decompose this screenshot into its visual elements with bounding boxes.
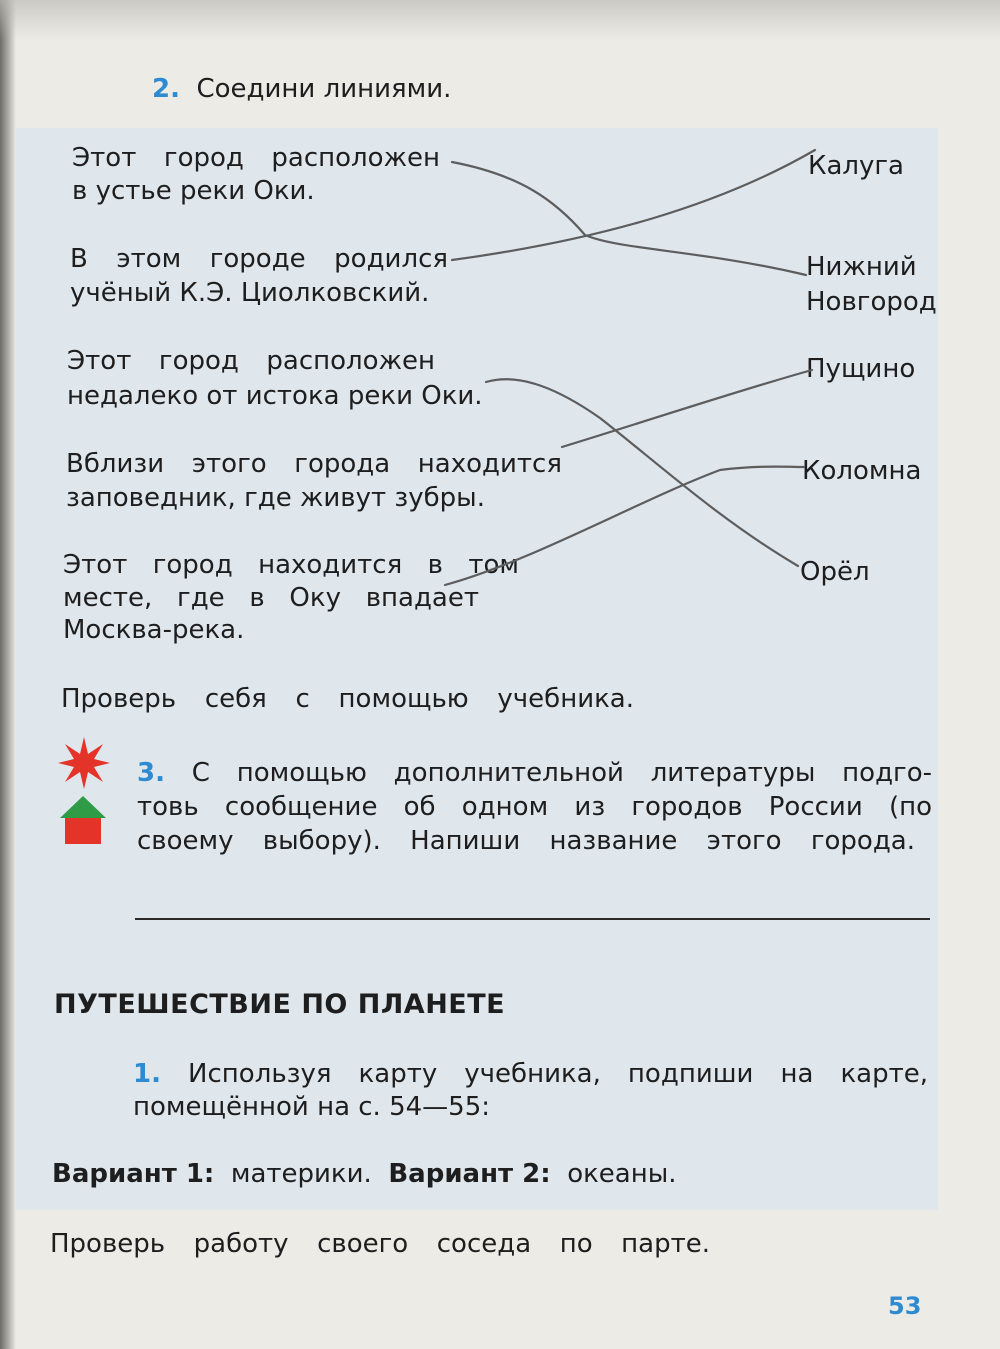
page-top-shade xyxy=(0,0,1000,40)
task2-instruction: Соедини линиями. xyxy=(196,74,452,104)
variant1-label: Вариант 1: xyxy=(52,1159,215,1189)
clue-2-line1: В этом городе родился xyxy=(70,244,448,274)
clue-3-line2: недалеко от истока реки Оки. xyxy=(67,381,483,411)
house-icon xyxy=(60,796,106,846)
task3-line3: своему выбору). Напиши название этого города. xyxy=(137,826,915,856)
task3-line1 xyxy=(137,757,932,790)
section-task1-line1-text: Используя карту учебника, подпиши на карте, xyxy=(188,1059,929,1089)
section-task1-line2: помещённой на с. 54—55: xyxy=(133,1092,491,1122)
page-number: 53 xyxy=(888,1292,922,1320)
clue-2-line2: учёный К.Э. Циолковский. xyxy=(70,278,430,308)
star-icon xyxy=(57,736,111,790)
task3-line1-text: С помощью дополнительной литературы подго- xyxy=(191,758,932,788)
section-task1-number: 1. xyxy=(133,1059,161,1089)
task3-line2: товь сообщение об одном из городов России (по xyxy=(137,792,932,822)
task2-check: Проверь себя с помощью учебника. xyxy=(61,684,634,714)
variants-line xyxy=(52,1158,677,1191)
city-novgorod: Новгород xyxy=(806,287,937,317)
answer-line xyxy=(135,918,930,920)
clue-5-line3: Москва-река. xyxy=(63,615,245,645)
city-pushchino: Пущино xyxy=(806,354,916,384)
clue-4-line2: заповедник, где живут зубры. xyxy=(66,483,485,513)
clue-3-line1: Этот город расположен xyxy=(67,346,435,376)
section-task1-line1 xyxy=(133,1058,928,1091)
task2-number: 2. xyxy=(152,74,180,104)
clue-5-line1: Этот город находится в том xyxy=(63,550,519,580)
variant2-label: Вариант 2: xyxy=(388,1159,551,1189)
task2-header xyxy=(152,73,451,106)
city-orel: Орёл xyxy=(800,557,870,587)
clue-4-line1: Вблизи этого города находится xyxy=(66,449,562,479)
clue-1-line2: в устье реки Оки. xyxy=(72,176,315,206)
clue-5-line2: месте, где в Оку впадает xyxy=(63,583,479,613)
variant1-text: материки. xyxy=(230,1159,372,1189)
page-binding-shadow xyxy=(0,0,16,1349)
clue-1-line1: Этот город расположен xyxy=(72,143,440,173)
city-kolomna: Коломна xyxy=(802,456,922,486)
task3-number: 3. xyxy=(137,758,165,788)
city-nizhny: Нижний xyxy=(806,252,917,282)
section-title: ПУТЕШЕСТВИЕ ПО ПЛАНЕТЕ xyxy=(54,989,506,1020)
variant2-text: океаны. xyxy=(567,1159,677,1189)
city-kaluga: Калуга xyxy=(808,151,904,181)
section-check: Проверь работу своего соседа по парте. xyxy=(50,1229,710,1259)
